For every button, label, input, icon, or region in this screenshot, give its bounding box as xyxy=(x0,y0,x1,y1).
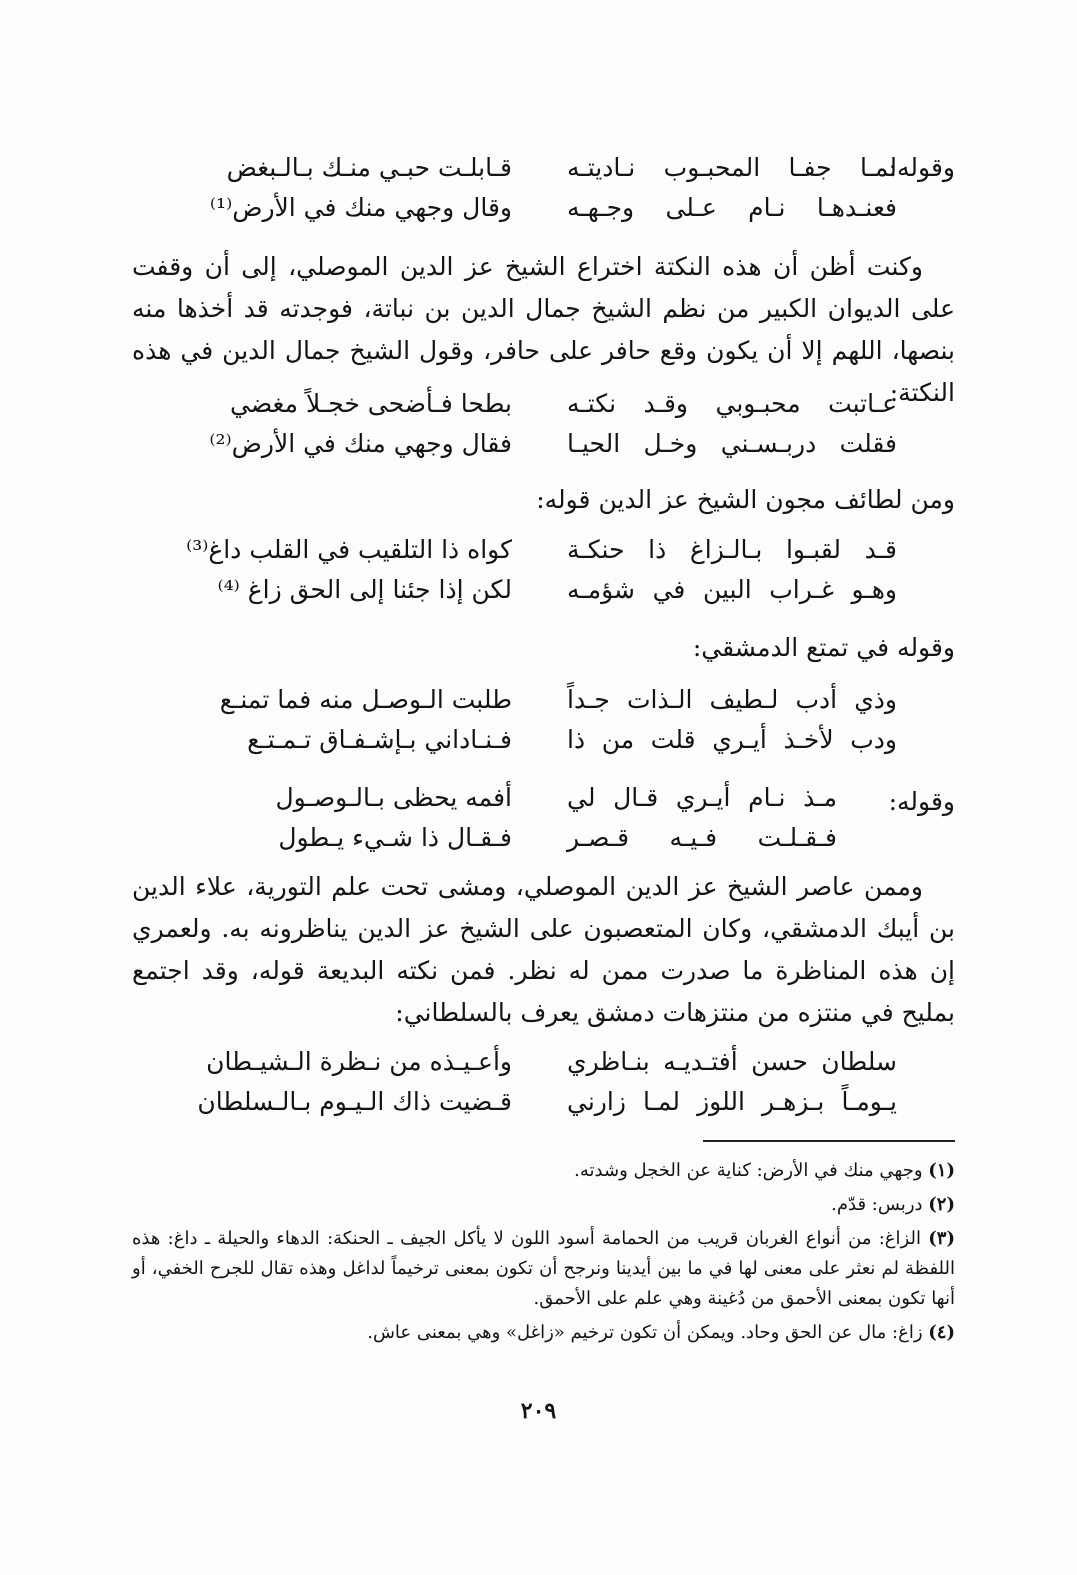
footnote xyxy=(132,1190,955,1220)
verse-hemistich-first: فـقـلـت فـيـه قـصـر xyxy=(567,823,837,852)
verse-hemistich-second: أفمه يحظى بـالـوصـول xyxy=(275,783,512,812)
verse-group-6 xyxy=(132,1042,955,1122)
footnote-text: وجهي منك في الأرض: كناية عن الخجل وشدته. xyxy=(574,1160,923,1181)
verse-hemistich-second: كواه ذا التلقيب في القلب داغ⁽³⁾ xyxy=(186,535,512,564)
verse-hemistich-second: قـابلـت حبـي منـك بـالـبغض xyxy=(226,153,512,182)
verse-line xyxy=(132,1082,955,1122)
footnote xyxy=(132,1318,955,1348)
verse-line xyxy=(132,778,955,818)
footnote xyxy=(132,1156,955,1186)
verse-hemistich-first: مـذ نـام أيـري قـال لي xyxy=(567,783,837,812)
footnote-number: (١) xyxy=(928,1160,955,1181)
verse-line xyxy=(132,424,955,464)
footnote-rule xyxy=(703,1140,955,1142)
verse-group-1 xyxy=(132,148,955,228)
verse-hemistich-first: وذي أدب لـطيف الـذات جـداً xyxy=(567,685,897,714)
verse-line xyxy=(132,384,955,424)
verse-line xyxy=(132,818,955,858)
verse-hemistich-second: طلبت الـوصـل منه فما تمنـع xyxy=(219,685,512,714)
verse-hemistich-second: فقال وجهي منك في الأرض⁽²⁾ xyxy=(209,429,512,458)
footnote-number: (٢) xyxy=(928,1194,955,1215)
paragraph: وممن عاصر الشيخ عز الدين الموصلي، ومشى تحت علم التورية، علاء الدين بن أيبك الدمشقي، وكان المتعصبون على الشيخ عز الدين يناظرونه به. ولعمري إن هذه المناظرة ما صدرت ممن له نظر. فمن نكته البديعة قوله، وقد اجتمع بمليح في منتزه من منتزهات دمشق يعرف بالسلطاني: xyxy=(132,872,955,1027)
verse-line xyxy=(132,720,955,760)
footnote-number: (٣) xyxy=(928,1228,955,1249)
verse-hemistich-second: لكن إذا جئنا إلى الحق زاغ ⁽⁴⁾ xyxy=(217,575,512,604)
verse-line xyxy=(132,680,955,720)
paragraph: وكنت أظن أن هذه النكتة اختراع الشيخ عز الدين الموصلي، إلى أن وقفت على الديوان الكبير من نظم الشيخ جمال الدين بن نباتة، فوجدته قد أخذها منه بنصها، اللهم إلا أن يكون وقع حافر على حافر، وقول الشيخ جمال الدين في هذه النكتة: xyxy=(132,252,955,407)
verse-hemistich-second: قـضيت ذاك الـيـوم بـالـسلطان xyxy=(197,1087,512,1116)
verse-hemistich-first: ودب لأخـذ أيـري قلت من ذا xyxy=(567,725,897,754)
verse-group-2 xyxy=(132,384,955,464)
paragraph: ومن لطائف مجون الشيخ عز الدين قوله: xyxy=(536,485,955,514)
verse-line xyxy=(132,188,955,228)
paragraph: وقوله في تمتع الدمشقي: xyxy=(692,633,955,662)
verse-hemistich-first: لمـا جفـا المحبـوب نـاديتـه xyxy=(567,153,897,182)
verse-hemistich-second: بطحا فـأضحى خجـلاً مغضي xyxy=(230,389,512,418)
footnote-text: دربس: قدّم. xyxy=(831,1194,923,1215)
footnotes xyxy=(132,1156,955,1348)
verse-hemistich-second: فـقـال ذا شـيء يـطول xyxy=(278,823,512,852)
footnote-text: زاغ: مال عن الحق وحاد. ويمكن أن تكون ترخيم «زاغل» وهي بمعنى عاش. xyxy=(367,1322,923,1343)
footnote xyxy=(132,1224,955,1314)
verse-hemistich-first: سلطان حسن أفتـديـه بنـاظري xyxy=(567,1047,897,1076)
verse-hemistich-second: فـنـاداني بـإشـفـاق تـمـتـع xyxy=(247,725,512,754)
verse-group-5 xyxy=(132,778,955,858)
verse-hemistich-first: فقلت دربـسـني وخـل الحيـا xyxy=(567,429,897,458)
verse-hemistich-first: قـد لقبـوا بـالـزاغ ذا حنكـة xyxy=(567,535,897,564)
verse-hemistich-first: يـومـاً بـزهـر اللوز لمـا زارني xyxy=(567,1087,897,1116)
footnote-number: (٤) xyxy=(928,1322,955,1343)
footnote-text: الزاغ: من أنواع الغربان قريب من الحمامة أسود اللون لا يأكل الجيف ـ الحنكة: الدهاء والحيلة ـ داغ: هذه اللفظة لم نعثر على معنى لها في ما بين أيدينا ونرجح أن تكون بمعنى ترخيماً لداغل وهذه تقال للجرح الخفي، أو أنها تكون بمعنى الأحمق من دُغينة وهي علم على الأحمق. xyxy=(132,1228,955,1309)
verse-group-3 xyxy=(132,530,955,610)
verse-hemistich-second: وأعـيـذه من نـظرة الـشيـطان xyxy=(206,1047,512,1076)
verse-intro: وقوله: xyxy=(888,787,955,816)
verse-line xyxy=(132,570,955,610)
verse-line xyxy=(132,1042,955,1082)
verse-hemistich-first: عـاتبت محبـوبي وقـد نكتـه xyxy=(567,389,897,418)
verse-intro: وقوله: xyxy=(888,153,955,182)
verse-group-4 xyxy=(132,680,955,760)
verse-line xyxy=(132,530,955,570)
verse-hemistich-first: وهـو غـراب البين في شؤمـه xyxy=(567,575,897,604)
verse-hemistich-second: وقال وجهي منك في الأرض⁽¹⁾ xyxy=(209,193,512,222)
verse-line xyxy=(132,148,955,188)
verse-hemistich-first: فعنـدهـا نـام عـلى وجـهـه xyxy=(567,193,897,222)
page-number: ٢٠٩ xyxy=(520,1398,557,1424)
